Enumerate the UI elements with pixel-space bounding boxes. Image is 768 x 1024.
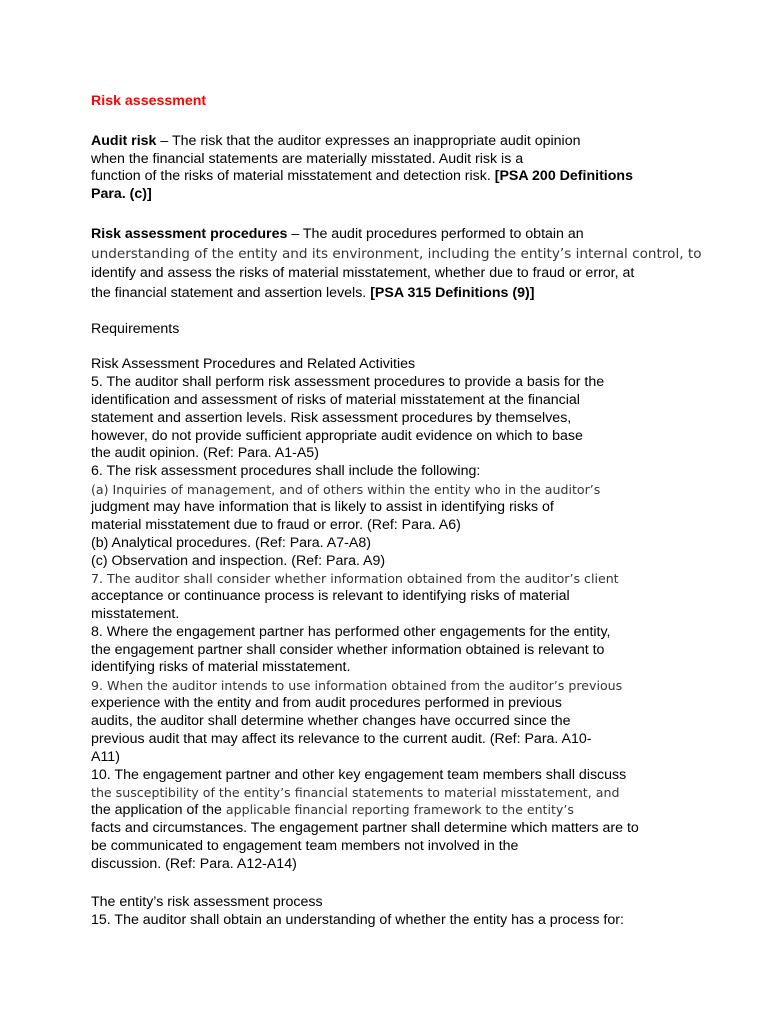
para-8-line-1: 8. Where the engagement partner has performed other engagements for the entity, bbox=[91, 624, 611, 640]
page-title: Risk assessment bbox=[91, 93, 207, 109]
document-page bbox=[91, 0, 702, 1024]
para-9-line-1: 9. When the auditor intends to use information obtained from the auditor’s previous bbox=[91, 678, 623, 693]
para-6c: (c) Observation and inspection. (Ref: Para. A9) bbox=[91, 553, 386, 569]
para-5-line-4: however, do not provide sufficient appropriate audit evidence on which to base bbox=[91, 428, 583, 444]
rap-line-4 bbox=[91, 284, 534, 302]
para-5-line-1: 5. The auditor shall perform risk assessment procedures to provide a basis for the bbox=[91, 374, 605, 390]
para-7-line-2: acceptance or continuance process is relevant to identifying risks of material bbox=[91, 588, 570, 604]
audit-risk-reference-b: Para. (c)] bbox=[91, 186, 152, 202]
para-15-line-1: 15. The auditor shall obtain an understanding of whether the entity has a process for: bbox=[91, 912, 624, 928]
para-6-line-1: 6. The risk assessment procedures shall include the following: bbox=[91, 463, 481, 479]
para-9-line-2: experience with the entity and from audit procedures performed in previous bbox=[91, 695, 562, 711]
audit-risk-term: Audit risk bbox=[91, 133, 157, 149]
para-10-line-5: be communicated to engagement team members not involved in the bbox=[91, 838, 519, 854]
para-6b: (b) Analytical procedures. (Ref: Para. A7-A8) bbox=[91, 535, 371, 551]
requirements-heading: Requirements bbox=[91, 321, 180, 337]
rap-reference: [PSA 315 Definitions (9)] bbox=[370, 285, 535, 301]
audit-risk-text-3: function of the risks of material misstatement and detection risk. bbox=[91, 168, 495, 184]
para-10-line-6: discussion. (Ref: Para. A12-A14) bbox=[91, 856, 297, 872]
section-heading-procedures: Risk Assessment Procedures and Related Activities bbox=[91, 356, 416, 372]
para-9-line-5: A11) bbox=[91, 749, 120, 765]
para-6a-line-1: (a) Inquiries of management, and of others within the entity who in the auditor’s bbox=[91, 482, 601, 497]
rap-line-2: understanding of the entity and its environment, including the entity’s internal control, to bbox=[91, 246, 702, 262]
rap-line-1 bbox=[91, 225, 584, 243]
rap-text-1: – The audit procedures performed to obtain an bbox=[287, 226, 584, 242]
audit-risk-line-2: when the financial statements are materially misstated. Audit risk is a bbox=[91, 151, 524, 167]
audit-risk-line-3 bbox=[91, 167, 633, 185]
audit-risk-reference-a: [PSA 200 Definitions bbox=[494, 168, 633, 184]
para-9-line-3: audits, the auditor shall determine whether changes have occurred since the bbox=[91, 713, 571, 729]
para-5-line-5: the audit opinion. (Ref: Para. A1-A5) bbox=[91, 445, 319, 461]
para-6a-line-3: material misstatement due to fraud or error. (Ref: Para. A6) bbox=[91, 517, 461, 533]
para-5-line-2: identification and assessment of risks of material misstatement at the financial bbox=[91, 392, 580, 408]
para-7-line-1: 7. The auditor shall consider whether information obtained from the auditor’s client bbox=[91, 571, 619, 586]
para-10-line-3-start: the application of the bbox=[91, 802, 226, 818]
para-8-line-2: the engagement partner shall consider whether information obtained is relevant to bbox=[91, 642, 605, 658]
rap-text-4: the financial statement and assertion levels. bbox=[91, 285, 371, 301]
para-7-line-3: misstatement. bbox=[91, 606, 180, 622]
rap-line-3: identify and assess the risks of material misstatement, whether due to fraud or error, at bbox=[91, 265, 635, 281]
para-8-line-3: identifying risks of material misstatement. bbox=[91, 659, 351, 675]
para-5-line-3: statement and assertion levels. Risk assessment procedures by themselves, bbox=[91, 410, 572, 426]
para-9-line-4: previous audit that may affect its relevance to the current audit. (Ref: Para. A10- bbox=[91, 731, 592, 747]
audit-risk-line-1 bbox=[91, 132, 581, 150]
para-6a-line-2: judgment may have information that is likely to assist in identifying risks of bbox=[91, 499, 554, 515]
section-heading-entity-process: The entity’s risk assessment process bbox=[91, 894, 323, 910]
para-10-line-2: the susceptibility of the entity’s financial statements to material misstatement, and bbox=[91, 785, 620, 800]
para-10-line-1: 10. The engagement partner and other key engagement team members shall discuss bbox=[91, 767, 627, 783]
rap-term: Risk assessment procedures bbox=[91, 226, 288, 242]
audit-risk-text-1: – The risk that the auditor expresses an inappropriate audit opinion bbox=[156, 133, 581, 149]
para-10-line-3-end: applicable financial reporting framework to the entity’s bbox=[225, 802, 574, 817]
para-10-line-3 bbox=[91, 801, 574, 819]
para-10-line-4: facts and circumstances. The engagement partner shall determine which matters are to bbox=[91, 820, 639, 836]
